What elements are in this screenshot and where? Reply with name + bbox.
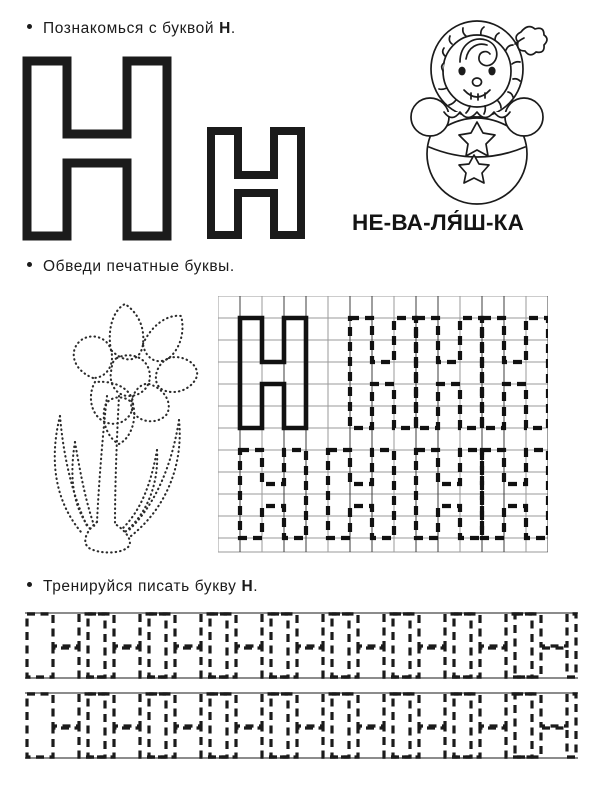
instruction-line-1 bbox=[27, 20, 236, 38]
instruction-3-text: Тренируйся писать букву bbox=[43, 578, 237, 595]
bullet-icon bbox=[27, 262, 32, 267]
bullet-icon bbox=[27, 582, 32, 587]
instruction-2-text: Обведи печатные буквы. bbox=[43, 258, 235, 275]
bullet-icon bbox=[27, 24, 32, 29]
flower-tracing-illustration bbox=[33, 292, 203, 559]
instruction-3-letter: Н bbox=[241, 578, 254, 595]
instruction-1-text: Познакомься с буквой bbox=[43, 20, 215, 37]
outline-letter-lowercase bbox=[207, 127, 305, 244]
practice-row-2[interactable] bbox=[25, 692, 578, 765]
instruction-line-3 bbox=[27, 578, 258, 596]
instruction-1-letter: Н bbox=[219, 20, 231, 37]
roly-poly-doll-illustration bbox=[382, 14, 572, 215]
instruction-3-period: . bbox=[253, 578, 259, 595]
instruction-line-2 bbox=[27, 258, 235, 276]
grid-tracing-exercise[interactable] bbox=[218, 296, 548, 561]
practice-row-1[interactable] bbox=[25, 612, 578, 685]
outline-letter-uppercase bbox=[22, 56, 172, 246]
picture-word: НЕ-ВА-ЛЯ́Ш-КА bbox=[352, 210, 525, 235]
instruction-1-period: . bbox=[230, 20, 236, 37]
